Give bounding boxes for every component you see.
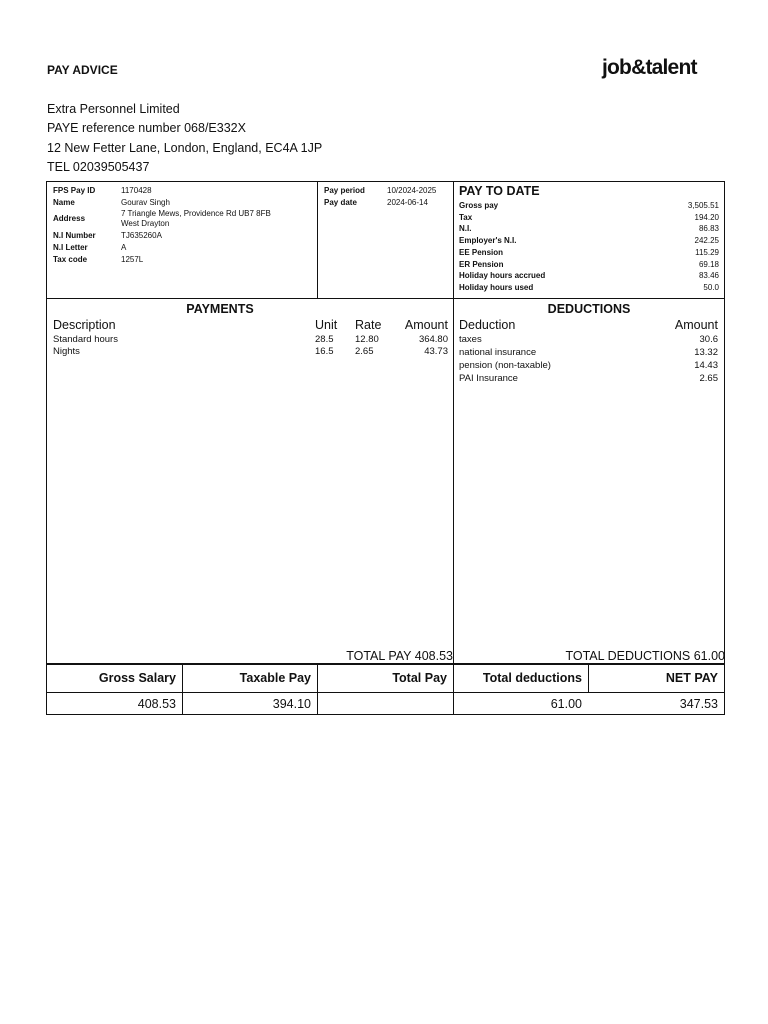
deductions-title: DEDUCTIONS [547, 302, 631, 316]
payment-description: Standard hours [53, 334, 118, 345]
pay-to-date-row [459, 213, 719, 225]
pay-period-details [324, 186, 450, 216]
summary-header-taxable-pay: Taxable Pay [239, 671, 311, 685]
payment-unit: 28.5 [315, 334, 334, 345]
ptd-label: N.I. [459, 224, 472, 233]
ptd-value: 3,505.51 [687, 201, 719, 210]
tax-code-label: Tax code [53, 255, 88, 264]
pay-to-date-row [459, 201, 719, 213]
pay-date-value: 2024-06-14 [387, 198, 428, 207]
deduction-name: national insurance [459, 347, 537, 358]
company-logo: job&talent [602, 56, 697, 79]
ptd-value: 69.18 [698, 260, 719, 269]
ptd-label: Tax [459, 213, 473, 222]
company-block [47, 100, 322, 178]
deduction-amount: 13.32 [694, 347, 718, 358]
address-line1: 7 Triangle Mews, Providence Rd UB7 8FB [121, 209, 271, 218]
pay-to-date-row [459, 236, 719, 248]
summary-header-total-pay: Total Pay [392, 671, 447, 685]
deduction-row [454, 347, 724, 359]
ptd-value: 194.20 [694, 213, 719, 222]
fps-id-value: 1170428 [121, 186, 152, 195]
payments-title: PAYMENTS [186, 302, 254, 316]
ni-number-label: N.I Number [53, 231, 96, 240]
ptd-label: Holiday hours used [459, 283, 534, 292]
deduction-row [454, 373, 724, 385]
fps-id-label: FPS Pay ID [53, 186, 96, 195]
ptd-label: Gross pay [459, 201, 499, 210]
company-name: Extra Personnel Limited [47, 102, 180, 116]
paye-reference: PAYE reference number 068/E332X [47, 121, 246, 136]
summary-header-total-deductions: Total deductions [482, 671, 582, 685]
pay-to-date-row [459, 260, 719, 272]
address-line2: West Drayton [121, 219, 170, 228]
payment-row [47, 346, 453, 358]
deduction-row [454, 334, 724, 346]
ptd-label: Employer's N.I. [459, 236, 517, 245]
total-deductions: TOTAL DEDUCTIONS 61.00 [565, 649, 725, 663]
pay-date-label: Pay date [324, 198, 357, 207]
summary-value-total-deductions: 61.00 [550, 697, 582, 711]
pay-to-date-title: PAY TO DATE [459, 184, 540, 198]
payment-rate: 12.80 [355, 334, 379, 345]
deductions-col-deduction: Deduction [459, 318, 516, 332]
summary-value-taxable-pay: 394.10 [272, 697, 311, 711]
payments-col-amount: Amount [404, 318, 448, 332]
deduction-amount: 30.6 [699, 334, 718, 345]
ni-letter-label: N.I Letter [53, 243, 88, 252]
payment-amount: 364.80 [418, 334, 448, 345]
pay-period-label: Pay period [324, 186, 365, 195]
payments-col-description: Description [53, 318, 116, 332]
pay-period-value: 10/2024-2025 [387, 186, 437, 195]
name-value: Gourav Singh [121, 198, 170, 207]
payment-rate: 2.65 [355, 346, 374, 357]
pay-to-date-row [459, 283, 719, 295]
ni-number-value: TJ635260A [121, 231, 162, 240]
payments-col-unit: Unit [315, 318, 338, 332]
payslip-sheet [46, 181, 725, 715]
divider [317, 182, 318, 298]
tax-code-value: 1257L [121, 255, 144, 264]
ptd-value: 50.0 [703, 283, 719, 292]
summary-value-gross-salary: 408.53 [137, 697, 176, 711]
deduction-name: taxes [459, 334, 482, 345]
divider [47, 298, 724, 299]
ni-letter-value: A [121, 243, 127, 252]
address-label: Address [53, 214, 86, 223]
divider [47, 663, 724, 665]
deduction-amount: 14.43 [694, 360, 718, 371]
payment-description: Nights [53, 346, 80, 357]
employee-details [53, 186, 315, 296]
summary-header-net-pay: NET PAY [665, 671, 718, 685]
deduction-amount: 2.65 [699, 373, 718, 384]
ptd-value: 83.46 [698, 271, 719, 280]
payment-amount: 43.73 [424, 346, 448, 357]
deductions-col-amount: Amount [674, 318, 718, 332]
summary-header-gross-salary: Gross Salary [98, 671, 176, 685]
divider [453, 182, 454, 671]
pay-to-date-row [459, 271, 719, 283]
ptd-value: 86.83 [698, 224, 719, 233]
name-label: Name [53, 198, 75, 207]
deduction-row [454, 360, 724, 372]
ptd-label: Holiday hours accrued [459, 271, 546, 280]
company-address: 12 New Fetter Lane, London, England, EC4A 1JP [47, 140, 323, 155]
summary-value-total-pay [318, 694, 453, 714]
payments-col-rate: Rate [355, 318, 382, 332]
pay-to-date-row [459, 248, 719, 260]
ptd-value: 242.25 [694, 236, 719, 245]
company-telephone: TEL 02039505437 [47, 160, 150, 175]
page-title: PAY ADVICE [47, 63, 118, 77]
divider [47, 692, 724, 693]
ptd-label: EE Pension [459, 248, 504, 257]
ptd-value: 115.29 [695, 248, 719, 257]
total-pay: TOTAL PAY 408.53 [346, 649, 453, 663]
payment-unit: 16.5 [315, 346, 334, 357]
summary-value-net-pay: 347.53 [679, 697, 718, 711]
deduction-name: PAI Insurance [459, 373, 518, 384]
deduction-name: pension (non-taxable) [459, 360, 551, 371]
payment-row [47, 334, 453, 346]
pay-to-date-row [459, 224, 719, 236]
ptd-label: ER Pension [459, 260, 504, 269]
